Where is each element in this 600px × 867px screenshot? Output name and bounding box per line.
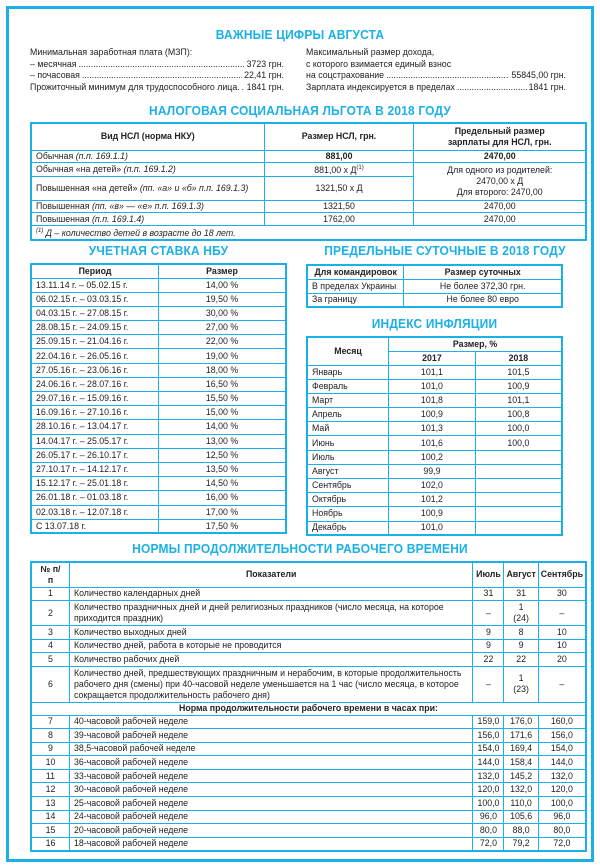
column-header: Август [504, 562, 538, 587]
table-row [31, 392, 286, 406]
table-row [307, 422, 562, 436]
table-row [31, 626, 586, 640]
value-2018: 101,5 [475, 365, 562, 379]
indicator: Количество дней, предшествующих праздничным и нерабочим, в которые продолжительность рабочего дня (смены) при 40-часовой неделе уменьшается на 1 час (число месяца, в которое сокращается продолжительность рабочего дня) [69, 666, 472, 702]
column-header-month: Месяц [307, 337, 389, 365]
destination: В пределах Украины [307, 279, 404, 293]
rate: 18,00 % [159, 363, 287, 377]
table-row [307, 493, 562, 507]
month: Октябрь [307, 493, 389, 507]
row-number: 2 [31, 601, 69, 626]
hours-value: 72,0 [473, 837, 504, 851]
leader-dots [386, 70, 509, 82]
nsl-ref: (пп. «в» — «е» п.п. 169.1.3) [91, 201, 204, 212]
indicator: 24-часовой рабочей неделе [69, 810, 472, 824]
period: 06.02.15 г. – 03.03.15 г. [31, 292, 159, 306]
month: Май [307, 422, 389, 436]
inflation-table [306, 336, 563, 536]
footnote: $^{(1)}$ Д – количество детей в возрасте до 18 лет. [31, 225, 586, 239]
table-row [31, 150, 586, 163]
row-number: 4 [31, 639, 69, 653]
norms-table [30, 561, 587, 852]
rate: 15,00 % [159, 406, 287, 420]
key-figure-row [30, 59, 284, 71]
table-row [31, 406, 286, 420]
nsl-ref: (п.п. 169.1.2) [123, 163, 176, 174]
per-diem-amount: Не более 80 евро [404, 293, 562, 307]
column-header-year: 2017 [389, 351, 476, 365]
month-value: 30 [538, 587, 586, 601]
table-header-row [31, 562, 586, 587]
table-row [31, 306, 286, 320]
leader-dots [242, 82, 245, 94]
row-number: 3 [31, 626, 69, 640]
row-number: 16 [31, 837, 69, 851]
value-2017: 101,2 [389, 493, 476, 507]
leader-dots [457, 82, 527, 94]
column-header: Размер суточных [404, 265, 562, 279]
indicator: Количество рабочих дней [69, 653, 472, 667]
indicator: 38,5-часовой рабочей неделе [69, 742, 472, 756]
column-header: Июль [473, 562, 504, 587]
table-row [31, 434, 286, 448]
column-header: Сентябрь [538, 562, 586, 587]
table-row [31, 824, 586, 838]
table-row [31, 462, 286, 476]
hours-value: 96,0 [473, 810, 504, 824]
month: Январь [307, 365, 389, 379]
table-row [31, 377, 286, 391]
table-row [31, 477, 286, 491]
row-number: 5 [31, 653, 69, 667]
table-row [307, 408, 562, 422]
rate: 14,00 % [159, 278, 287, 292]
rate: 16,50 % [159, 377, 287, 391]
table-row [31, 505, 286, 519]
period: 02.03.18 г. – 12.07.18 г. [31, 505, 159, 519]
hours-value: 176,0 [504, 715, 538, 729]
key-figure-row [30, 82, 284, 94]
hours-value: 79,2 [504, 837, 538, 851]
month: Апрель [307, 408, 389, 422]
hours-value: 169,4 [504, 742, 538, 756]
indicator: 30-часовой рабочей неделе [69, 783, 472, 797]
nsl-limit: 2470,00 [414, 213, 586, 226]
table-row [31, 448, 286, 462]
month: Сентябрь [307, 479, 389, 493]
nsl-size: 1321,50 х Д [264, 176, 414, 200]
nsl-table [30, 122, 587, 241]
month-value: 20 [538, 653, 586, 667]
table-row [31, 420, 286, 434]
column-header: Показатели [69, 562, 472, 587]
footnote-mark: (1) [356, 165, 364, 171]
norms-title: НОРМЫ ПРОДОЛЖИТЕЛЬНОСТИ РАБОЧЕГО ВРЕМЕНИ [132, 541, 468, 556]
table-row [31, 213, 586, 226]
hours-value: 132,0 [538, 769, 586, 783]
nsl-size: 1321,50 [264, 200, 414, 213]
table-row [31, 715, 586, 729]
month-value: 9 [473, 626, 504, 640]
month-value: – [538, 666, 586, 702]
column-header: Предельный размер зарплаты для НСЛ, грн. [414, 123, 586, 150]
per-diem-amount: Не более 372,30 грн. [404, 279, 562, 293]
value-2018 [475, 493, 562, 507]
value-2017: 102,0 [389, 479, 476, 493]
nsl-name: Обычная «на детей» [36, 163, 124, 174]
month: Ноябрь [307, 507, 389, 521]
nsl-name: Повышенная [36, 213, 92, 224]
table-row [31, 756, 586, 770]
value-2017: 101,0 [389, 379, 476, 393]
nsl-type [31, 213, 264, 226]
value-2017: 101,8 [389, 393, 476, 407]
month: Декабрь [307, 521, 389, 535]
row-number: 7 [31, 715, 69, 729]
indicator: 40-часовой рабочей неделе [69, 715, 472, 729]
table-row [307, 507, 562, 521]
value-2018: 100,0 [475, 422, 562, 436]
hours-value: 110,0 [504, 797, 538, 811]
row-number: 9 [31, 742, 69, 756]
leader-dots [82, 70, 242, 82]
rate: 13,50 % [159, 462, 287, 476]
nsl-name: Обычная [36, 150, 76, 161]
nsl-ref: (пп. «а» и «б» п.п. 169.1.3) [139, 182, 249, 193]
table-row [31, 601, 586, 626]
hours-value: 144,0 [538, 756, 586, 770]
nsl-type [31, 200, 264, 213]
key-figures-left [30, 47, 284, 93]
table-row [307, 293, 562, 307]
key-figures-right [306, 47, 566, 93]
table-row [307, 365, 562, 379]
table-row [307, 450, 562, 464]
nsl-name: Повышенная «на детей» [36, 182, 140, 193]
table-row [307, 479, 562, 493]
hours-value: 120,0 [538, 783, 586, 797]
key-figure-label: Максимальный размер дохода, [306, 47, 435, 57]
rate: 12,50 % [159, 448, 287, 462]
inflation-title: ИНДЕКС ИНФЛЯЦИИ [371, 316, 498, 331]
key-figure-value: 1841 грн. [528, 81, 566, 92]
month-value: 31 [473, 587, 504, 601]
indicator: Количество календарных дней [69, 587, 472, 601]
nsl-title: НАЛОГОВАЯ СОЦИАЛЬНАЯ ЛЬГОТА В 2018 ГОДУ [149, 103, 451, 118]
rate: 30,00 % [159, 306, 287, 320]
column-header: Для командировок [307, 265, 404, 279]
hours-value: 120,0 [473, 783, 504, 797]
row-number: 11 [31, 769, 69, 783]
nsl-type [31, 150, 264, 163]
rate: 13,00 % [159, 434, 287, 448]
key-figure-value: 1841 грн. [246, 81, 284, 92]
hours-value: 88,0 [504, 824, 538, 838]
table-header-row [307, 337, 562, 351]
value-2018 [475, 521, 562, 535]
table-row [31, 783, 586, 797]
hours-value: 171,6 [504, 729, 538, 743]
table-row [31, 587, 586, 601]
table-header-row [31, 123, 586, 150]
period: 28.08.15 г. – 24.09.15 г. [31, 321, 159, 335]
nsl-ref: (п.п. 169.1.1) [75, 150, 128, 161]
month-value: 9 [473, 639, 504, 653]
month-value: 1 (23) [504, 666, 538, 702]
month-value: – [473, 666, 504, 702]
hours-value: 145,2 [504, 769, 538, 783]
month-value: – [473, 601, 504, 626]
per-diem-table [306, 264, 563, 308]
hours-value: 80,0 [473, 824, 504, 838]
period: 16.09.16 г. – 27.10.16 г. [31, 406, 159, 420]
nsl-size: 881,00 [264, 150, 414, 163]
table-row [31, 742, 586, 756]
destination: За границу [307, 293, 404, 307]
value-2017: 101,3 [389, 422, 476, 436]
subheader: Норма продолжительности рабочего времени в часах при: [31, 702, 586, 715]
nsl-merged-limit: Для одного из родителей: 2470,00 х Д Для второго: 2470,00 [414, 163, 586, 201]
month-value: 22 [504, 653, 538, 667]
value-2017: 101,6 [389, 436, 476, 450]
table-row [31, 491, 286, 505]
key-figures-title: ВАЖНЫЕ ЦИФРЫ АВГУСТА [215, 27, 385, 42]
key-figure-row [306, 82, 566, 94]
table-row [31, 349, 286, 363]
subheader-row [31, 702, 586, 715]
period: 25.09.15 г. – 21.04.16 г. [31, 335, 159, 349]
month-value: 31 [504, 587, 538, 601]
table-row [31, 292, 286, 306]
month-value: – [538, 601, 586, 626]
rate: 22,00 % [159, 335, 287, 349]
month: Июнь [307, 436, 389, 450]
period: 15.12.17 г. – 25.01.18 г. [31, 477, 159, 491]
value-2017: 100,9 [389, 507, 476, 521]
value-2018: 101,1 [475, 393, 562, 407]
table-row [307, 436, 562, 450]
column-header: Размер [159, 264, 287, 278]
hours-value: 154,0 [538, 742, 586, 756]
month-value: 1 (24) [504, 601, 538, 626]
row-number: 12 [31, 783, 69, 797]
month-value: 10 [538, 639, 586, 653]
key-figure-row [30, 47, 284, 59]
hours-value: 105,6 [504, 810, 538, 824]
table-row [307, 393, 562, 407]
key-figure-label: Зарплата индексируется в пределах [306, 81, 455, 92]
hours-value: 96,0 [538, 810, 586, 824]
indicator: 20-часовой рабочей неделе [69, 824, 472, 838]
table-row [31, 363, 286, 377]
indicator: Количество выходных дней [69, 626, 472, 640]
table-row [31, 519, 286, 533]
month-value: 22 [473, 653, 504, 667]
row-number: 15 [31, 824, 69, 838]
period: 26.01.18 г. – 01.03.18 г. [31, 491, 159, 505]
month: Март [307, 393, 389, 407]
table-row [307, 379, 562, 393]
nbu-title: УЧЕТНАЯ СТАВКА НБУ [88, 243, 229, 258]
indicator: 33-часовой рабочей неделе [69, 769, 472, 783]
table-row [307, 279, 562, 293]
key-figure-label: – месячная [30, 58, 77, 69]
hours-value: 159,0 [473, 715, 504, 729]
hours-value: 158,4 [504, 756, 538, 770]
indicator: 25-часовой рабочей неделе [69, 797, 472, 811]
hours-value: 156,0 [538, 729, 586, 743]
period: 29.07.16 г. – 15.09.16 г. [31, 392, 159, 406]
table-row [31, 797, 586, 811]
indicator: Количество праздничных дней и дней религиозных праздников (число месяца, на которое приходится праздник) [69, 601, 472, 626]
rate: 27,00 % [159, 321, 287, 335]
table-row [31, 769, 586, 783]
period: 27.10.17 г. – 14.12.17 г. [31, 462, 159, 476]
hours-value: 132,0 [473, 769, 504, 783]
value-2017: 100,2 [389, 450, 476, 464]
period: 24.06.16 г. – 28.07.16 г. [31, 377, 159, 391]
nbu-table [30, 263, 287, 534]
table-row [307, 464, 562, 478]
table-row [31, 729, 586, 743]
column-header: Размер НСЛ, грн. [264, 123, 414, 150]
value-2018: 100,8 [475, 408, 562, 422]
rate: 19,50 % [159, 292, 287, 306]
value-2017: 101,1 [389, 365, 476, 379]
row-number: 14 [31, 810, 69, 824]
hours-value: 80,0 [538, 824, 586, 838]
column-header-size: Размер, % [389, 337, 562, 351]
month-value: 8 [504, 626, 538, 640]
hours-value: 132,0 [504, 783, 538, 797]
key-figure-label: Минимальная заработная плата (МЗП): [30, 47, 193, 57]
leader-dots [79, 59, 245, 71]
row-number: 13 [31, 797, 69, 811]
hours-value: 72,0 [538, 837, 586, 851]
rate: 14,00 % [159, 420, 287, 434]
period: 04.03.15 г. – 27.08.15 г. [31, 306, 159, 320]
rate: 15,50 % [159, 392, 287, 406]
period: 28.10.16 г. – 13.04.17 г. [31, 420, 159, 434]
nsl-type [31, 163, 264, 177]
nsl-limit: 2470,00 [414, 200, 586, 213]
rate: 17,50 % [159, 519, 287, 533]
key-figure-label: – почасовая [30, 70, 80, 80]
table-row [307, 521, 562, 535]
indicator: 18-часовой рабочей неделе [69, 837, 472, 851]
key-figure-row [306, 70, 566, 82]
month-value: 10 [538, 626, 586, 640]
value-2017: 99,9 [389, 464, 476, 478]
indicator: Количество дней, работа в которые не проводится [69, 639, 472, 653]
value-2017: 101,0 [389, 521, 476, 535]
month: Июль [307, 450, 389, 464]
rate: 16,00 % [159, 491, 287, 505]
nsl-ref: (п.п. 169.1.4) [91, 213, 145, 224]
nsl-limit: 2470,00 [414, 150, 586, 163]
key-figure-value: 22,41 грн. [244, 70, 284, 80]
nsl-size: 881,00 х $Д^{(1)}$ [264, 163, 414, 177]
per-diem-title: ПРЕДЕЛЬНЫЕ СУТОЧНЫЕ В 2018 ГОДУ [324, 243, 566, 258]
period: 22.04.16 г. – 26.05.16 г. [31, 349, 159, 363]
row-number: 1 [31, 587, 69, 601]
period: 27.05.16 г. – 23.06.16 г. [31, 363, 159, 377]
value-2017: 100,9 [389, 408, 476, 422]
value-2018 [475, 507, 562, 521]
period: 14.04.17 г. – 25.05.17 г. [31, 434, 159, 448]
hours-value: 160,0 [538, 715, 586, 729]
column-header: Вид НСЛ (норма НКУ) [31, 123, 264, 150]
rate: 17,00 % [159, 505, 287, 519]
period: С 13.07.18 г. [31, 519, 159, 533]
hours-value: 100,0 [473, 797, 504, 811]
month: Август [307, 464, 389, 478]
column-header: № п/п [31, 562, 69, 587]
footnote-row [31, 225, 586, 239]
value-2018: 100,0 [475, 436, 562, 450]
month-value: 9 [504, 639, 538, 653]
hours-value: 154,0 [473, 742, 504, 756]
indicator: 36-часовой рабочей неделе [69, 756, 472, 770]
table-row [31, 335, 286, 349]
key-figure-label: Прожиточный минимум для трудоспособного лица. [30, 81, 240, 92]
hours-value: 100,0 [538, 797, 586, 811]
hours-value: 144,0 [473, 756, 504, 770]
row-number: 6 [31, 666, 69, 702]
value-2018: 100,9 [475, 379, 562, 393]
table-row [31, 163, 586, 177]
table-header-row [307, 265, 562, 279]
row-number: 10 [31, 756, 69, 770]
value-2018 [475, 479, 562, 493]
table-row [31, 837, 586, 851]
table-row [31, 666, 586, 702]
value-2018 [475, 450, 562, 464]
key-figure-label: на соцстрахование [306, 70, 385, 80]
column-header-year: 2018 [475, 351, 562, 365]
rate: 14,50 % [159, 477, 287, 491]
table-row [31, 200, 586, 213]
nsl-size: 1762,00 [264, 213, 414, 226]
period: 26.05.17 г. – 26.10.17 г. [31, 448, 159, 462]
key-figure-row [306, 59, 566, 71]
period: 13.11.14 г. – 05.02.15 г. [31, 278, 159, 292]
table-row [31, 278, 286, 292]
rate: 19,00 % [159, 349, 287, 363]
key-figure-row [306, 47, 566, 59]
key-figure-label: с которого взимается единый взнос [306, 58, 452, 69]
table-row [31, 321, 286, 335]
table-row [31, 639, 586, 653]
key-figure-value: 55845,00 грн. [511, 70, 566, 80]
nsl-type [31, 176, 264, 200]
row-number: 8 [31, 729, 69, 743]
indicator: 39-часовой рабочей неделе [69, 729, 472, 743]
table-row [31, 653, 586, 667]
nsl-name: Повышенная [36, 201, 92, 212]
hours-value: 156,0 [473, 729, 504, 743]
table-header-row [31, 264, 286, 278]
column-header: Период [31, 264, 159, 278]
month: Февраль [307, 379, 389, 393]
value-2018 [475, 464, 562, 478]
table-row [31, 810, 586, 824]
key-figure-value: 3723 грн. [246, 58, 284, 69]
key-figure-row [30, 70, 284, 82]
